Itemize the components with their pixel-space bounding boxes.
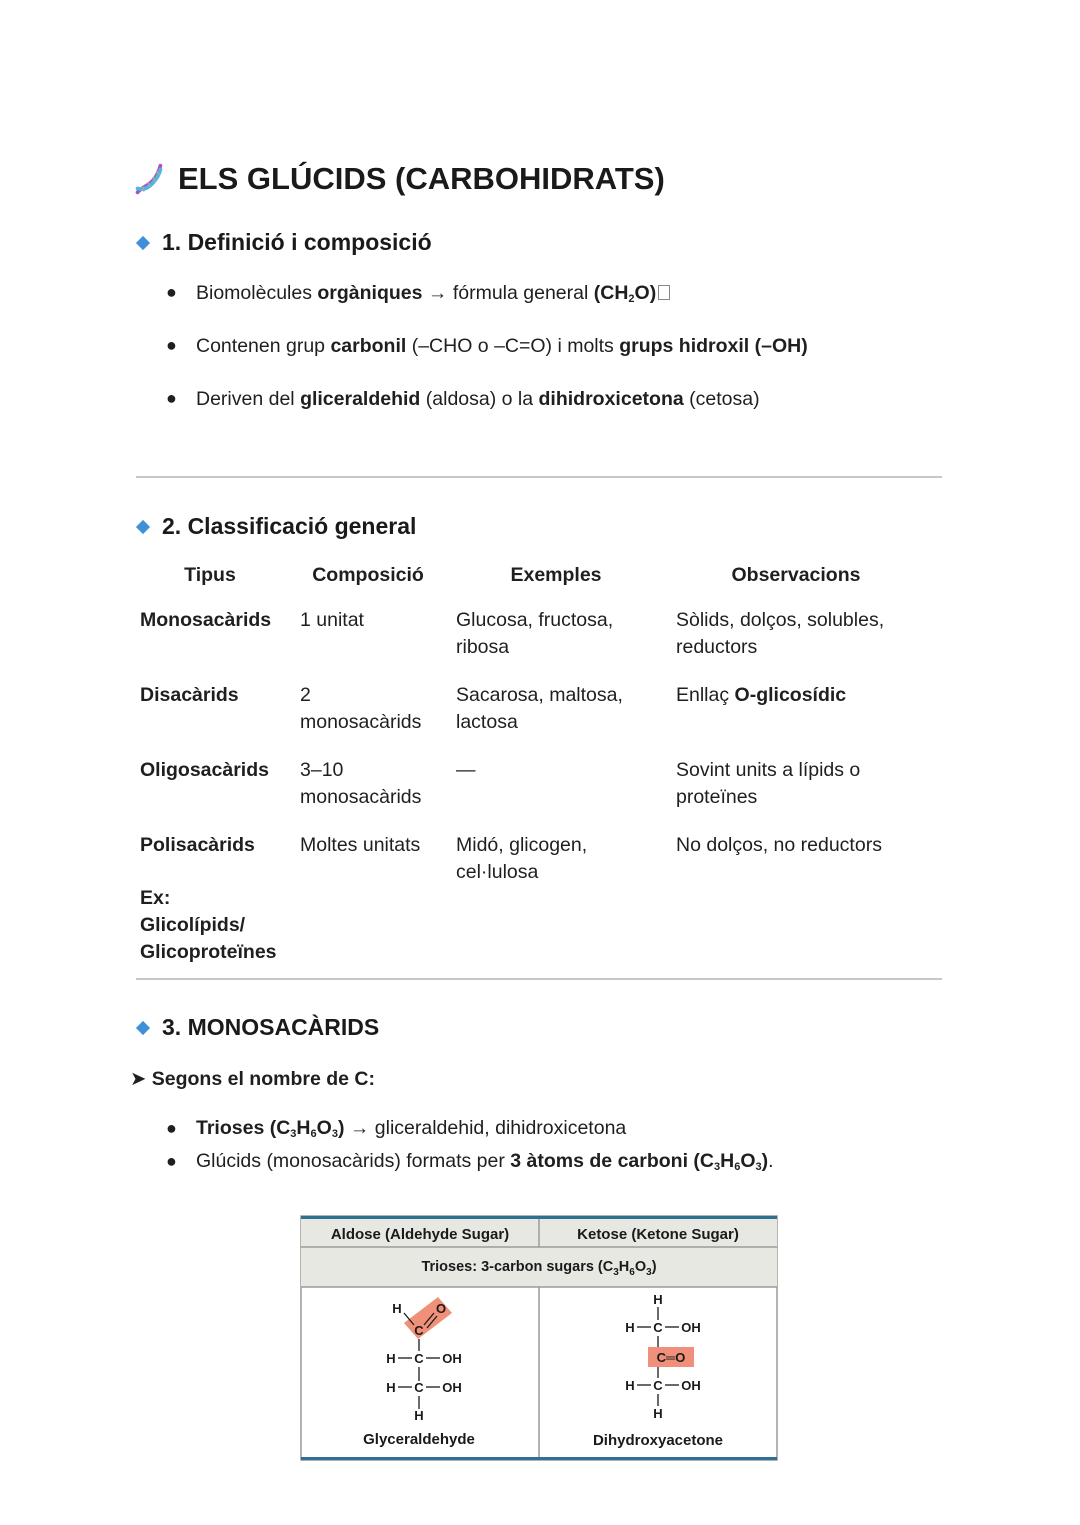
subscript: 6 — [734, 1161, 741, 1173]
cell-composition: 3–10 monosacàrids — [300, 759, 422, 808]
table-row — [130, 828, 926, 983]
table-row — [130, 603, 926, 678]
subheading: ➤ Segons el nombre de C: — [130, 1068, 375, 1090]
formula: (CH — [593, 282, 629, 304]
section3-list — [160, 1115, 774, 1181]
text: Enllaç — [676, 684, 735, 706]
table-row — [130, 753, 926, 828]
diamond-bullet-icon — [136, 235, 150, 249]
cell-type: Oligosacàrids — [140, 759, 269, 781]
column-header: Exemples — [510, 564, 602, 586]
text-bold: H — [720, 1150, 735, 1172]
aldose-header: Aldose (Aldehyde Sugar) — [330, 1226, 510, 1243]
text: . — [768, 1150, 774, 1172]
text-bold: grups hidroxil (–OH) — [619, 335, 808, 357]
text-bold: O — [316, 1117, 332, 1139]
text-bold: orgàniques — [317, 282, 423, 304]
cell-observations: Sovint units a lípids o proteïnes — [676, 759, 861, 808]
dihydroxyacetone-label: Dihydroxyacetone — [592, 1432, 724, 1449]
ketose-header: Ketose (Ketone Sugar) — [577, 1226, 739, 1243]
section2-heading-text: 2. Classificació general — [162, 513, 417, 539]
cell-composition: 1 unitat — [300, 609, 364, 631]
svg-text:H: H — [386, 1351, 396, 1366]
text: (–CHO o –C=O) i molts — [406, 335, 620, 357]
missing-glyph-icon — [658, 285, 670, 300]
column-header: Composició — [312, 564, 424, 586]
figure-top-bar — [301, 1216, 777, 1219]
section3-heading — [138, 1014, 379, 1041]
svg-text:OH: OH — [442, 1351, 462, 1366]
table-header-row — [130, 556, 926, 603]
text: (cetosa) — [683, 388, 760, 410]
svg-text:H: H — [392, 1301, 402, 1316]
text: Polisacàrids — [140, 834, 255, 856]
text: Deriven del — [196, 388, 301, 410]
text-bold: H — [296, 1117, 311, 1139]
subscript: 2 — [628, 293, 635, 305]
formula: O) — [634, 282, 657, 304]
svg-text:OH: OH — [442, 1380, 462, 1395]
svg-text:H: H — [653, 1406, 663, 1421]
subscript: 3 — [290, 1128, 297, 1140]
triose-structures-figure — [300, 1215, 778, 1461]
cell-observations: No dolços, no reductors — [676, 834, 882, 856]
cell-examples: Glucosa, fructosa, ribosa — [456, 609, 614, 658]
cell-observations — [666, 678, 926, 753]
title-text: ELS GLÚCIDS (CARBOHIDRATS) — [178, 161, 665, 196]
svg-text:C: C — [414, 1351, 424, 1366]
subscript: 3 — [755, 1161, 762, 1173]
text-bold: carbonil — [330, 335, 407, 357]
cell-examples: — — [456, 759, 476, 781]
svg-text:C: C — [414, 1323, 424, 1338]
section2-heading — [138, 513, 416, 540]
svg-text:OH: OH — [681, 1378, 701, 1393]
svg-text:H: H — [625, 1320, 635, 1335]
section3-heading-text: 3. MONOSACÀRIDS — [162, 1014, 380, 1040]
list-item: ● Glúcids (monosacàrids) formats per 3 àtoms de carboni $(C_3H_6O_3)$. — [166, 1150, 774, 1173]
svg-text:C: C — [414, 1380, 424, 1395]
text-bold: ) — [761, 1150, 769, 1172]
svg-text:H: H — [653, 1292, 663, 1307]
list-item: ● Biomolècules orgàniques → fórmula general $(CH_2O)$ — [160, 282, 808, 305]
cell-composition: 2 monosacàrids — [300, 684, 422, 733]
text: Biomolècules — [196, 282, 318, 304]
svg-text:OH: OH — [681, 1320, 701, 1335]
cell-composition: Moltes unitats — [300, 834, 421, 856]
trioses-row-label: Trioses: 3-carbon sugars $(C_3H_6O_3)$ — [421, 1259, 657, 1278]
text: Contenen grup — [196, 335, 331, 357]
svg-text:O: O — [435, 1301, 447, 1316]
svg-text:H: H — [414, 1408, 424, 1423]
list-item: ● Deriven del gliceraldehid (aldosa) o la dihidroxicetona (cetosa) — [166, 388, 760, 410]
diamond-bullet-icon — [136, 519, 150, 533]
text-bold: ) — [337, 1117, 345, 1139]
cell-examples: Sacarosa, maltosa, lactosa — [456, 684, 623, 733]
svg-text:C═O: C═O — [656, 1350, 686, 1365]
text-bold: dihidroxicetona — [538, 388, 684, 410]
subscript: 3 — [331, 1128, 338, 1140]
subscript: 3 — [714, 1161, 721, 1173]
text: Ex: — [140, 887, 171, 909]
text-bold: Trioses (C — [196, 1117, 291, 1139]
cell-type — [130, 828, 290, 983]
text: Glúcids (monosacàrids) formats per — [196, 1150, 511, 1172]
svg-text:C: C — [653, 1320, 663, 1335]
text-bold: 3 àtoms de carboni (C — [510, 1150, 714, 1172]
divider — [136, 978, 942, 980]
text: (aldosa) o la — [420, 388, 539, 410]
cell-observations: Sòlids, dolços, solubles, reductors — [676, 609, 885, 658]
divider — [136, 476, 942, 478]
subscript: 6 — [310, 1128, 317, 1140]
list-item: ● Contenen grup carbonil (–CHO o –C=O) i molts grups hidroxil (–OH) — [166, 335, 808, 357]
cell-type: Monosacàrids — [140, 609, 272, 631]
page-title — [130, 160, 665, 198]
svg-text:H: H — [625, 1378, 635, 1393]
section1-heading-text: 1. Definició i composició — [162, 229, 432, 255]
text-bold: O-glicosídic — [734, 684, 847, 706]
dna-icon — [130, 160, 168, 198]
classification-table — [130, 556, 926, 983]
section1-heading — [138, 229, 432, 256]
cell-examples: Midó, glicogen, cel·lulosa — [456, 834, 588, 883]
text: → fórmula general — [422, 282, 594, 304]
svg-text:H: H — [386, 1380, 396, 1395]
text-bold: gliceraldehid — [300, 388, 421, 410]
glyceraldehyde-label: Glyceraldehyde — [363, 1431, 475, 1448]
figure-bottom-bar — [301, 1457, 777, 1460]
column-header: Tipus — [184, 564, 236, 586]
diamond-bullet-icon — [136, 1020, 150, 1034]
text: Glicolípids/ — [140, 914, 246, 936]
text-bold: O — [740, 1150, 756, 1172]
cell-type: Disacàrids — [140, 684, 239, 706]
section1-list — [160, 282, 808, 411]
list-item: ● Trioses $(C_3H_6O_3)$ → gliceraldehid, dihidroxicetona — [166, 1117, 627, 1140]
svg-text:C: C — [653, 1378, 663, 1393]
table-row — [130, 678, 926, 753]
text: Glicoproteïnes — [140, 941, 277, 963]
text: → gliceraldehid, dihidroxicetona — [344, 1117, 627, 1139]
column-header: Observacions — [731, 564, 861, 586]
